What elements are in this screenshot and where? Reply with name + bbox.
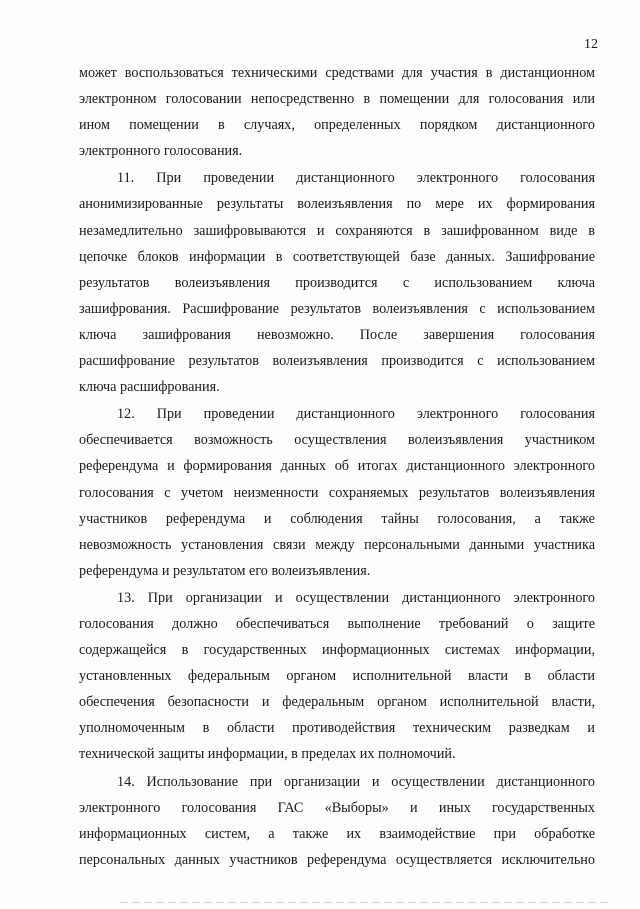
text-line: расшифрование результатов волеизъявления производится с использованием: [79, 353, 595, 370]
text-line: референдума и результатом его волеизъявления.: [79, 562, 371, 579]
scan-edge-artifact: [120, 902, 610, 903]
text-line: незамедлительно зашифровываются и сохраняются в зашифрованном виде в: [79, 222, 595, 239]
text-line: ключа расшифрования.: [79, 379, 220, 396]
document-body: [79, 60, 595, 874]
text-line: может воспользоваться техническими средствами для участия в дистанционном: [79, 65, 595, 81]
paragraph-14: [79, 769, 595, 873]
paragraph-12: [79, 401, 595, 584]
text-line: голосования должно обеспечиваться выполнение требований о защите: [79, 615, 595, 632]
text-line: 13. При организации и осуществлении дистанционного электронного: [117, 589, 595, 606]
page-number: 12: [584, 37, 598, 52]
text-line: анонимизированные результаты волеизъявления по мере их формирования: [79, 196, 595, 213]
text-line: результатов волеизъявления производится с использованием ключа: [79, 274, 595, 291]
text-line: электронного голосования ГАС «Выборы» и иных государственных: [79, 799, 595, 816]
text-line: обеспечивается возможность осуществления волеизъявления участником: [79, 432, 595, 449]
paragraph-13: [79, 585, 595, 768]
text-line: 11. При проведении дистанционного электронного голосования: [117, 170, 595, 187]
paragraph-continuation: [79, 60, 595, 164]
text-line: невозможность установления связи между персональными данными участника: [79, 536, 595, 553]
text-line: 12. При проведении дистанционного электронного голосования: [117, 406, 595, 423]
text-line: информационных систем, а также их взаимодействие при обработке: [79, 825, 595, 842]
text-line: 14. Использование при организации и осуществлении дистанционного: [117, 773, 595, 790]
text-line: обеспечения безопасности и федеральным органом исполнительной власти,: [79, 694, 595, 711]
text-line: зашифрования. Расшифрование результатов волеизъявления с использованием: [79, 300, 595, 317]
text-line: участников референдума и соблюдения тайны голосования, а также: [79, 510, 595, 527]
text-line: референдума и формирования данных об итогах дистанционного электронного: [79, 458, 595, 475]
text-line: технической защиты информации, в пределах их полномочий.: [79, 746, 456, 763]
text-line: ином помещении в случаях, определенных порядком дистанционного: [79, 117, 595, 134]
text-line: содержащейся в государственных информационных системах информации,: [79, 642, 595, 659]
text-line: электронном голосовании непосредственно в помещении для голосования или: [79, 91, 595, 108]
paragraph-11: [79, 165, 595, 400]
text-line: ключа зашифрования невозможно. После завершения голосования: [79, 326, 595, 343]
text-line: установленных федеральным органом исполнительной власти в области: [79, 668, 595, 685]
text-line: уполномоченным в области противодействия техническим разведкам и: [79, 720, 595, 737]
text-line: голосования с учетом неизменности сохраняемых результатов волеизъявления: [79, 484, 595, 501]
text-line: персональных данных участников референдума осуществляется исключительно: [79, 851, 595, 868]
text-line: цепочке блоков информации в соответствующей базе данных. Зашифрование: [79, 248, 595, 265]
text-line: электронного голосования.: [79, 143, 243, 160]
